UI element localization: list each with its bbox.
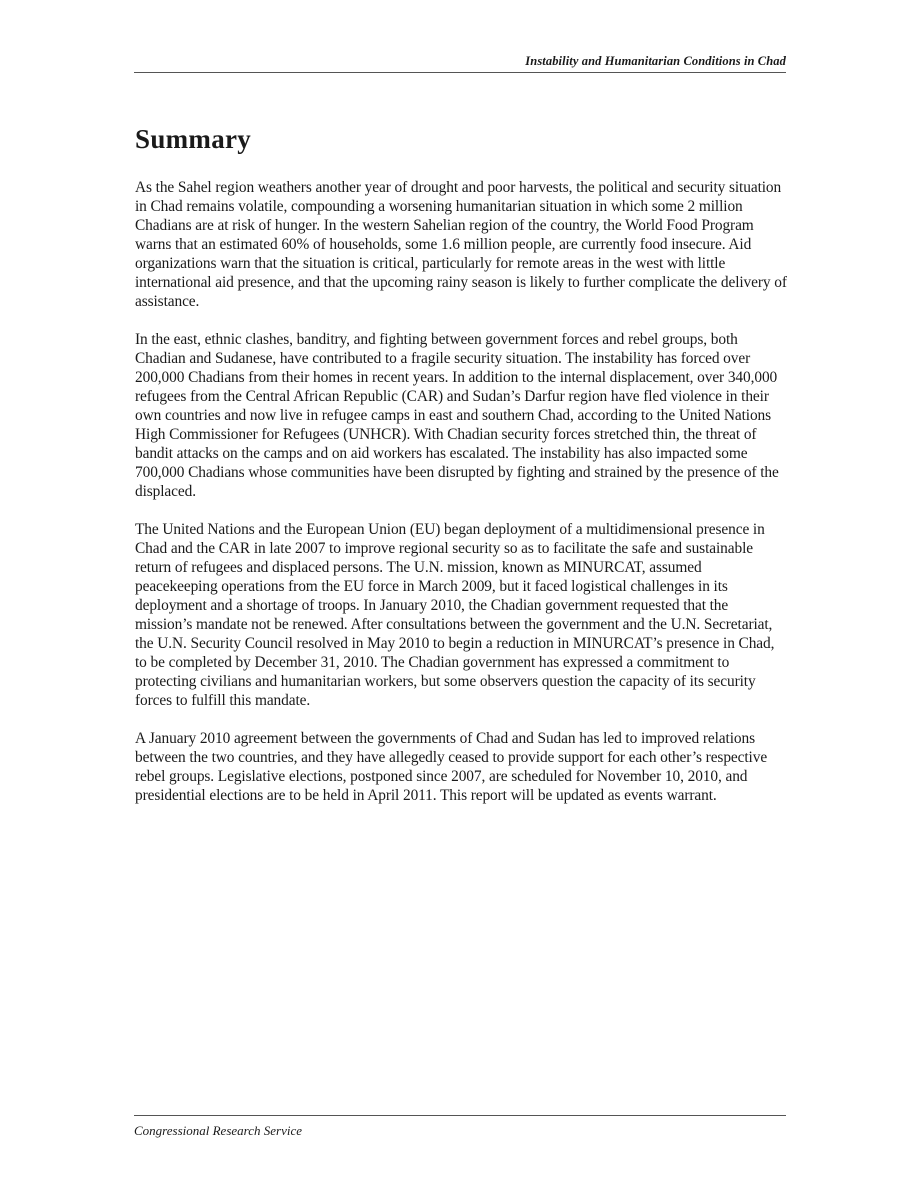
running-footer	[134, 1115, 786, 1140]
summary-paragraph-4: A January 2010 agreement between the governments of Chad and Sudan has led to improved relations between the two countries, and they have allegedly ceased to provide support for each other’s respective rebel groups. Legislative elections, postponed since 2007, are scheduled for November 10, 2010, and presidential elections are to be held in April 2011. This report will be updated as events warrant.	[135, 730, 768, 804]
running-header-title: Instability and Humanitarian Conditions in Chad	[525, 54, 786, 68]
summary-paragraph-1: As the Sahel region weathers another year of drought and poor harvests, the political and security situation in Chad remains volatile, compounding a worsening humanitarian situation in which some 2 million Chadians are at risk of hunger. In the western Sahelian region of the country, the World Food Program warns that an estimated 60% of households, some 1.6 million people, are currently food insecure. Aid organizations warn that the situation is critical, particularly for remote areas in the west with little international aid presence, and that the upcoming rainy season is likely to further complicate the delivery of assistance.	[135, 179, 787, 310]
summary-body	[135, 178, 787, 824]
section-title: Summary	[135, 124, 252, 154]
running-header	[134, 52, 786, 73]
footer-source: Congressional Research Service	[134, 1123, 302, 1138]
summary-paragraph-3: The United Nations and the European Union (EU) began deployment of a multidimensional presence in Chad and the CAR in late 2007 to improve regional security so as to facilitate the safe and sustainable return of refugees and displaced persons. The U.N. mission, known as MINURCAT, assumed peacekeeping operations from the EU force in March 2009, but it faced logistical challenges in its deployment and a shortage of troops. In January 2010, the Chadian government requested that the mission’s mandate not be renewed. After consultations between the government and the U.N. Secretariat, the U.N. Security Council resolved in May 2010 to begin a reduction in MINURCAT’s presence in Chad, to be completed by December 31, 2010. The Chadian government has expressed a commitment to protecting civilians and humanitarian workers, but some observers question the capacity of its security forces to fulfill this mandate.	[135, 521, 775, 709]
summary-paragraph-2: In the east, ethnic clashes, banditry, and fighting between government forces and rebel groups, both Chadian and Sudanese, have contributed to a fragile security situation. The instability has forced over 200,000 Chadians from their homes in recent years. In addition to the internal displacement, over 340,000 refugees from the Central African Republic (CAR) and Sudan’s Darfur region have fled violence in their own countries and now live in refugee camps in east and southern Chad, according to the United Nations High Commissioner for Refugees (UNHCR). With Chadian security forces stretched thin, the threat of bandit attacks on the camps and on aid workers has escalated. The instability has also impacted some 700,000 Chadians whose communities have been disrupted by fighting and strained by the presence of the displaced.	[135, 331, 779, 500]
